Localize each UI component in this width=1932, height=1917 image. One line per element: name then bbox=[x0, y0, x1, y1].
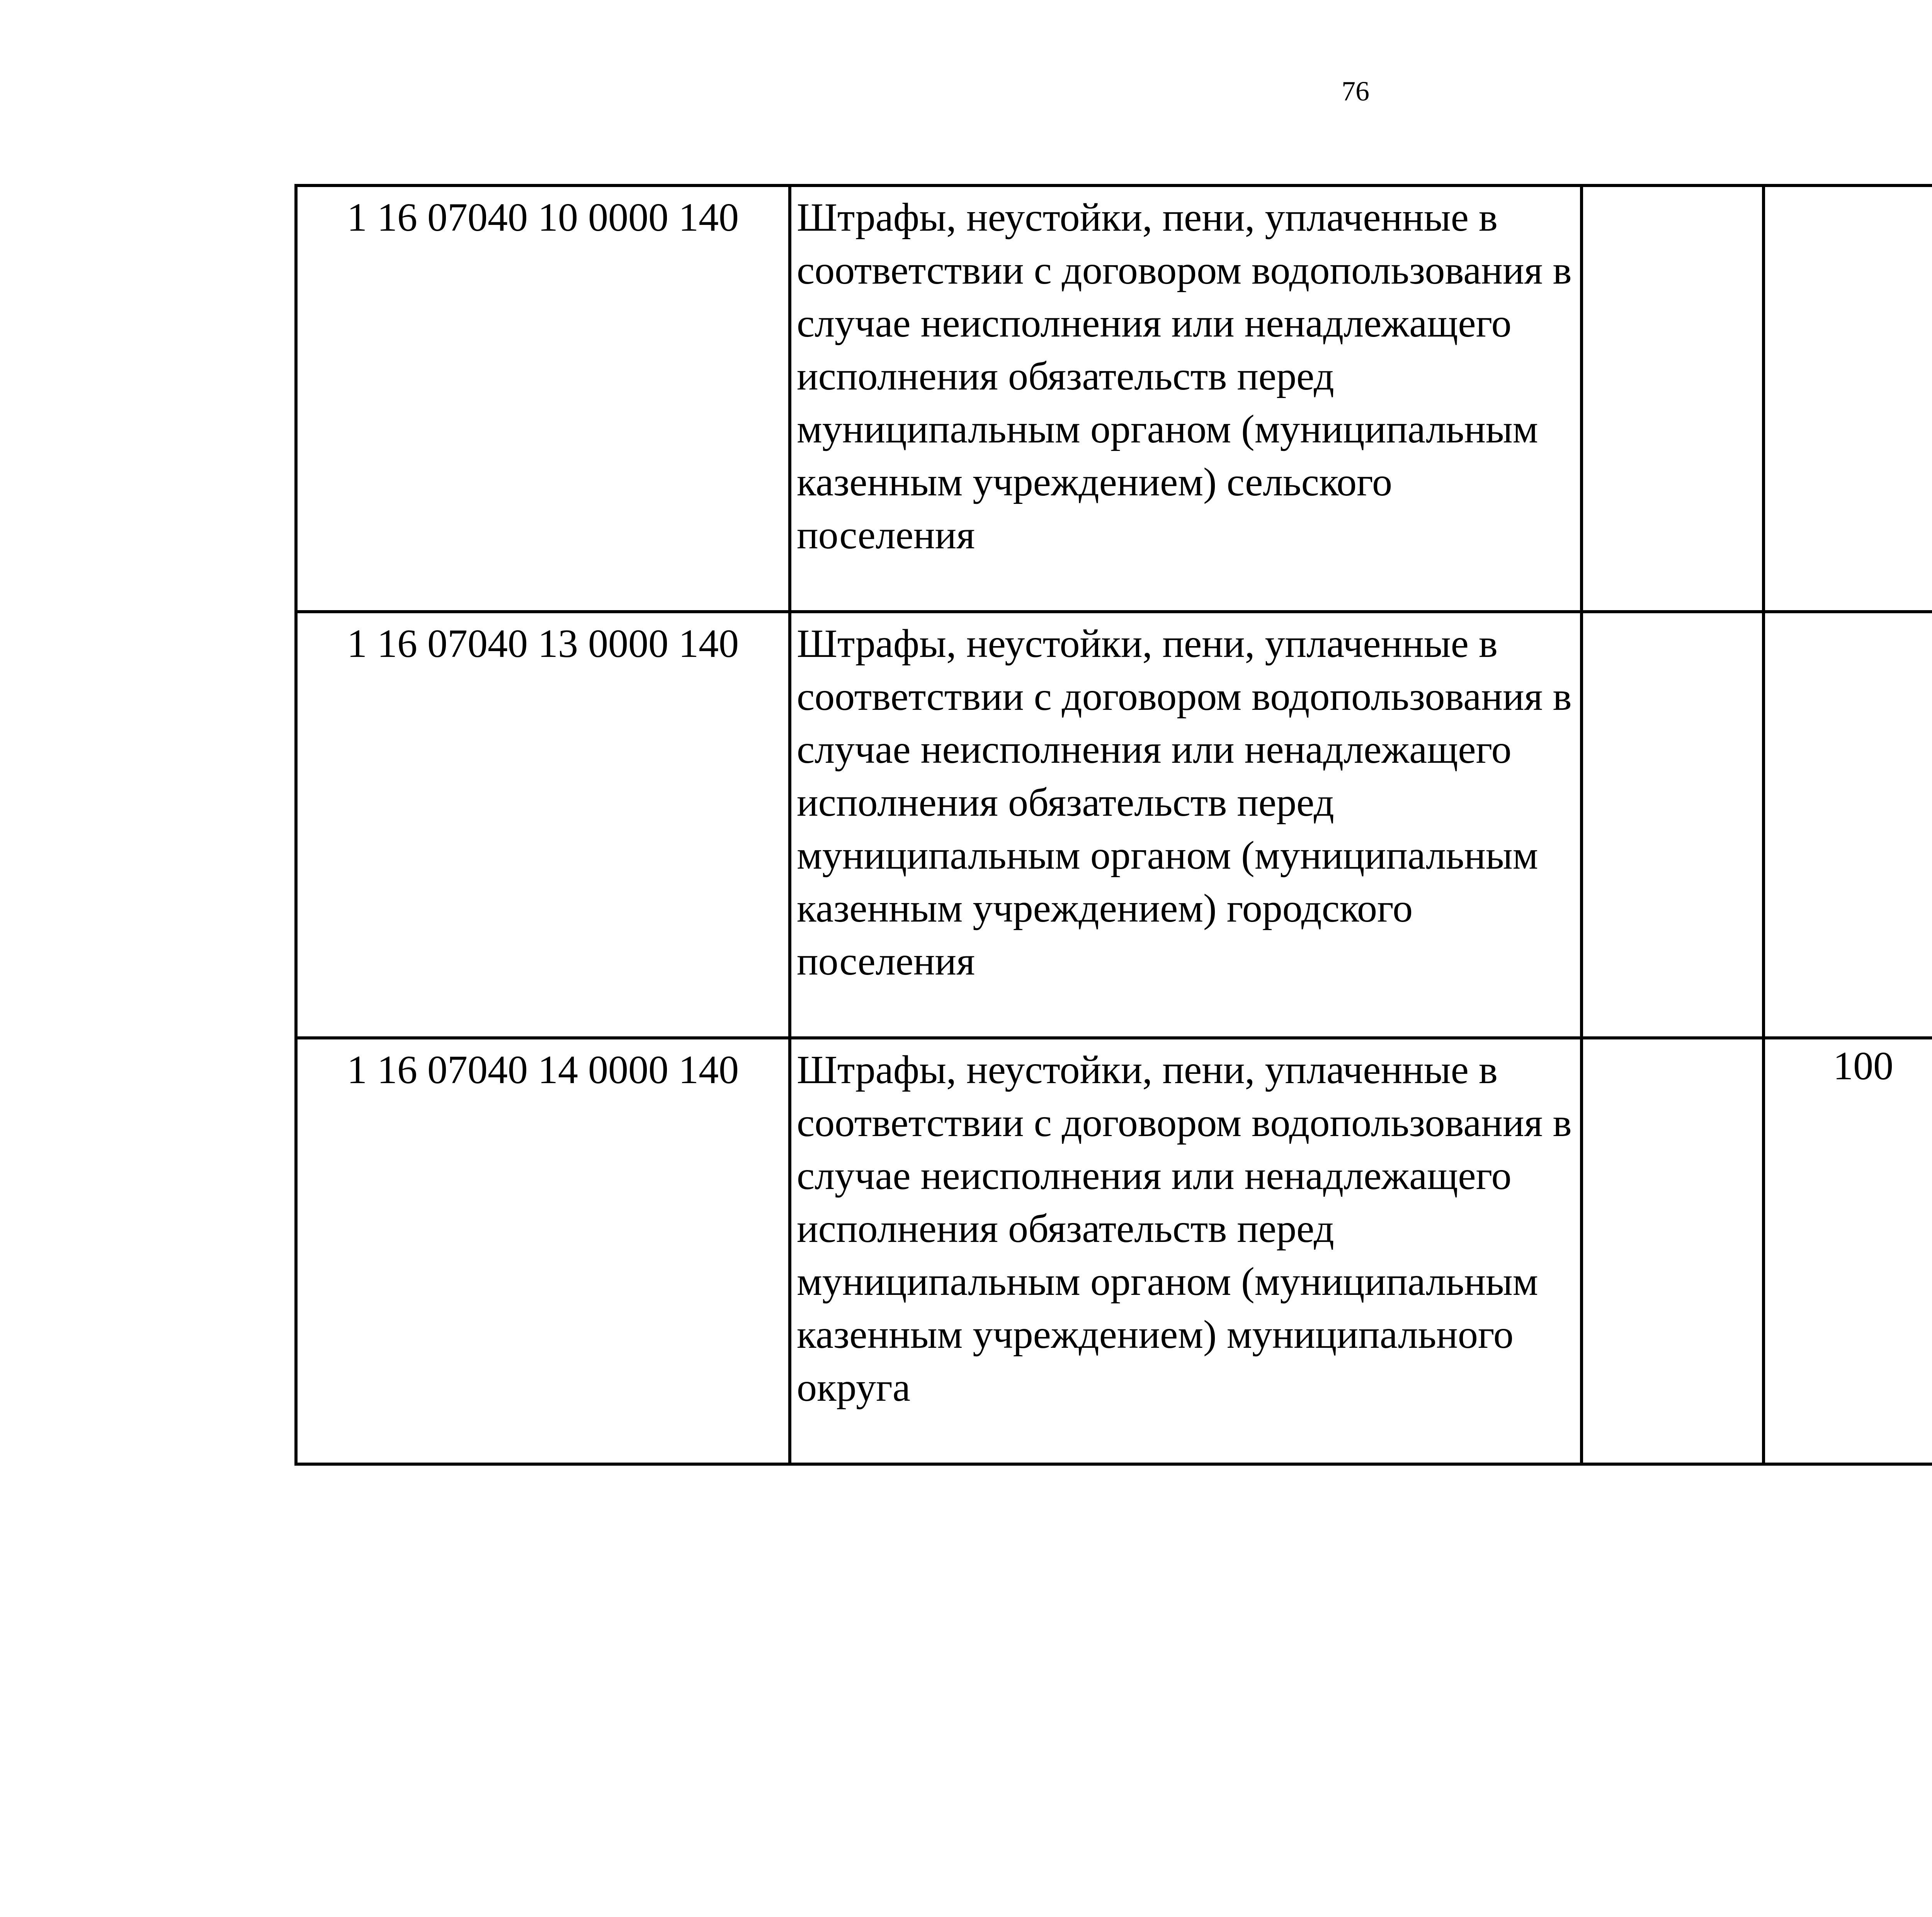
revenue-description-cell: Штрафы, неустойки, пени, уплаченные в соответствии с договором водопользования в случае неисполнения или ненадлежащего исполнения обязательств перед муниципальным органом (муниципальным казенным учреждением) сельского поселения bbox=[790, 185, 1582, 612]
budget-table bbox=[294, 184, 1932, 1466]
value-cell-1 bbox=[1582, 612, 1764, 1038]
revenue-code-cell: 1 16 07040 14 0000 140 bbox=[296, 1038, 790, 1464]
revenue-description-cell: Штрафы, неустойки, пени, уплаченные в соответствии с договором водопользования в случае неисполнения или ненадлежащего исполнения обязательств перед муниципальным органом (муниципальным казенным учреждением) городского поселения bbox=[790, 612, 1582, 1038]
value-cell-1 bbox=[1582, 185, 1764, 612]
revenue-code-cell: 1 16 07040 10 0000 140 bbox=[296, 185, 790, 612]
table-row bbox=[296, 1038, 1932, 1464]
value-cell-2 bbox=[1764, 185, 1932, 612]
revenue-description-cell: Штрафы, неустойки, пени, уплаченные в соответствии с договором водопользования в случае неисполнения или ненадлежащего исполнения обязательств перед муниципальным органом (муниципальным казенным учреждением) муниципального округа bbox=[790, 1038, 1582, 1464]
value-cell-2: 100 bbox=[1764, 1038, 1932, 1464]
value-cell-2 bbox=[1764, 612, 1932, 1038]
table-row bbox=[296, 612, 1932, 1038]
page-number: 76 bbox=[1342, 76, 1369, 107]
revenue-code-cell: 1 16 07040 13 0000 140 bbox=[296, 612, 790, 1038]
value-cell-1 bbox=[1582, 1038, 1764, 1464]
table-row bbox=[296, 185, 1932, 612]
